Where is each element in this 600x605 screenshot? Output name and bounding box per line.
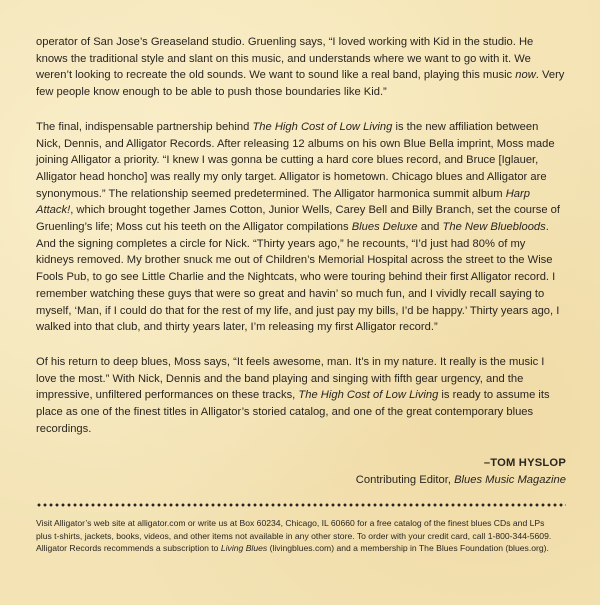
italic-title: The High Cost of Low Living xyxy=(298,389,439,402)
text-run: and xyxy=(417,221,443,234)
text-run: operator of San Jose’s Greaseland studio. Gruenling says, “I loved working with Kid in the studio. He knows the traditional style and slant on this music, and understands where we want to go with it. We weren’t looking to recreate the old sounds. We want to sound like a real band, playing this music xyxy=(36,36,534,82)
author-name: –TOM HYSLOP xyxy=(483,457,566,470)
text-run: (livingblues.com) and a membership in The Blues Foundation (blues.org). xyxy=(267,543,549,554)
italic-title: Living Blues xyxy=(220,543,268,554)
italic-title: Blues Deluxe xyxy=(351,221,418,234)
italic-title: The High Cost of Low Living xyxy=(252,120,393,133)
footer-notice xyxy=(36,517,556,554)
paragraph xyxy=(36,354,566,438)
dotted-divider xyxy=(36,503,566,507)
italic-title: The New Bluebloods xyxy=(442,221,546,234)
text-run: is ready to assume its place as one of the finest titles in Alligator’s storied catalog, and one of the great contemporary blues recordings. xyxy=(36,389,550,435)
text-run: Visit Alligator’s web site at alligator.com or write us at Box 60234, Chicago, IL 60660 for a free catalog of the finest blues CDs and LPs plus t-shirts, jackets, books, videos, and other items not available in any other store. To order with your credit card, call 1-800-344-5609. Alligator Records recommends a subscription to xyxy=(36,518,552,554)
text-run: . And the signing completes a circle for Nick. “Thirty years ago,” he recounts, “I’d just had 80% of my kidneys removed. My brother snuck me out of Children’s Memorial Hospital across the street to the Wise Fools Pub, to go see Little Charlie and the Nightcats, who were touring behind their first Alligator record. I remember watching these guys that were so great and havin’ so much fun, and I vividly recall saying to myself, ‘Man, if I could do that for the rest of my life, and just pay my bills, I’d be happy.’ Thirty years ago, I walked into that club, and thirty years later, I’m releasing my first Alligator record.” xyxy=(36,221,560,334)
publication-name: Blues Music Magazine xyxy=(454,474,566,487)
text-run: Of his return to deep blues, Moss says, “It feels awesome, man. It’s in my nature. It really is the music I love the most.” With Nick, Dennis and the band playing and singing with fifth gear urgency, and the impressive, unfiltered performances on these tracks, xyxy=(36,355,545,402)
text-run: The final, indispensable partnership behind xyxy=(36,120,253,133)
signature-block xyxy=(36,455,566,489)
author-role: Contributing Editor, xyxy=(355,474,455,487)
text-run: . Very few people know enough to be able to push those boundaries like Kid.” xyxy=(36,69,565,99)
liner-notes-page xyxy=(36,34,566,555)
italic-title: Harp Attack! xyxy=(36,187,530,217)
text-run: , which brought together James Cotton, Junior Wells, Carey Bell and Billy Branch, set the course of Gruenling’s life; Moss cut his teeth on the Alligator compilations xyxy=(36,204,561,234)
author-title xyxy=(36,472,566,489)
paragraph xyxy=(36,34,566,101)
text-run: is the new affiliation between Nick, Dennis, and Alligator Records. After releasing 12 albums on his own Blue Bella imprint, Moss made joining Alligator a priority. “I knew I was gonna be cutting a hard core blues record, and Bruce [Iglauer, Alligator head honcho] was really my only target. Alligator is hometown. Chicago blues and Alligator are synonymous.” The relationship seemed predetermined. The Alligator harmonica summit album xyxy=(36,120,555,200)
paragraph xyxy=(36,119,566,336)
italic-title: now xyxy=(515,69,536,82)
body-text xyxy=(36,34,566,437)
